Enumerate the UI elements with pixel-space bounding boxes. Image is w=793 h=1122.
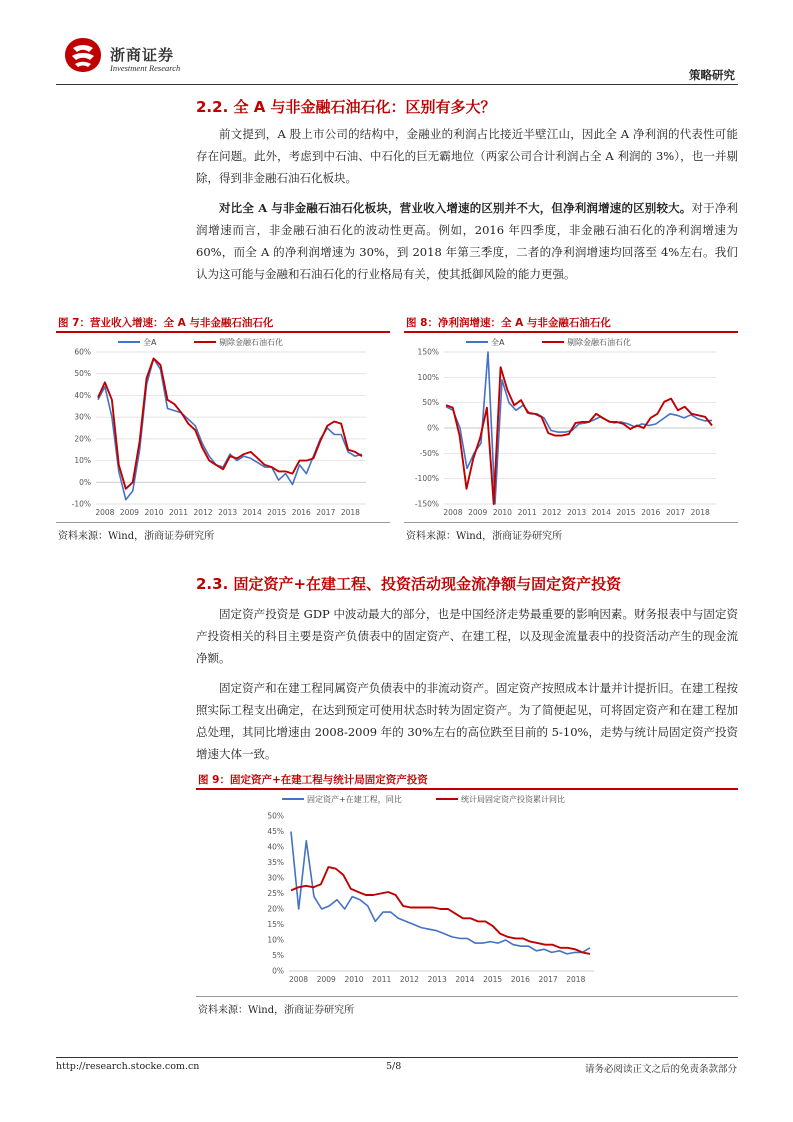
figure-8-rule — [404, 331, 738, 333]
figure-9-title: 图 9：固定资产+在建工程与统计局固定资产投资 — [198, 774, 428, 786]
x-tick-label: 2016 — [291, 508, 311, 517]
x-tick-label: 2008 — [95, 508, 115, 517]
y-tick-label: 30% — [267, 873, 284, 883]
x-tick-label: 2012 — [193, 508, 213, 517]
x-tick-label: 2009 — [316, 975, 336, 984]
y-tick-label: 15% — [267, 920, 284, 929]
x-tick-label: 2018 — [566, 975, 586, 984]
figure-8-source: 资料来源：Wind，浙商证券研究所 — [406, 531, 563, 542]
y-tick-label: 0% — [427, 423, 439, 433]
paragraph-text: 对于净利润增速而言，非金融石油石化的波动性更高。例如，2016 年四季度，非金融石油石化的净利润增速为 60%，而全 A 的净利润增速为 30%，到 2018 年第三季度，二者的净利润增速均回落至 4%左右。我们认为这可能与金融和石油石化的行业格局有关，使其抵御风险的能力更强。 — [196, 201, 738, 281]
header-rule — [56, 84, 738, 85]
x-tick-label: 2012 — [399, 975, 420, 984]
logo-icon — [63, 36, 103, 74]
x-tick-label: 2013 — [427, 975, 447, 984]
figure-7-rule — [56, 331, 390, 333]
figure-8-title: 图 8：净利润增速：全 A 与非金融石油石化 — [406, 317, 611, 329]
figure-7-bottom-rule — [56, 522, 390, 523]
x-tick-label: 2017 — [316, 508, 336, 517]
legend-label: 剔除金融石油石化 — [219, 338, 283, 347]
footer-url[interactable]: http://research.stocke.com.cn — [56, 1061, 200, 1072]
x-tick-label: 2014 — [242, 508, 262, 517]
y-tick-label: 50% — [267, 811, 284, 821]
x-tick-label: 2011 — [372, 975, 392, 984]
y-tick-label: 50% — [74, 369, 91, 379]
x-tick-label: 2008 — [443, 508, 463, 517]
figure-7-chart — [56, 334, 390, 522]
x-tick-label: 2015 — [616, 508, 636, 517]
y-tick-label: 100% — [417, 372, 439, 382]
header — [0, 0, 793, 90]
x-tick-label: 2008 — [288, 975, 309, 984]
y-tick-label: 150% — [417, 347, 439, 357]
y-tick-label: 40% — [267, 842, 284, 852]
figure-8-chart — [404, 334, 738, 522]
y-tick-label: 5% — [272, 951, 284, 960]
y-tick-label: 35% — [267, 858, 284, 867]
x-tick-label: 2009 — [119, 508, 140, 517]
paragraph — [196, 677, 738, 765]
paragraph-text: 固定资产投资是 GDP 中波动最大的部分，也是中国经济走势最重要的影响因素。财务报表中与固定资产投资相关的科目主要是资产负债表中的固定资产、在建工程，以及现金流量表中的投资活动产生的现金流净额。 — [196, 607, 738, 665]
y-tick-label: 45% — [267, 827, 284, 836]
y-tick-label: 0% — [272, 966, 284, 976]
x-tick-label: 2017 — [538, 975, 558, 984]
x-tick-label: 2010 — [144, 508, 164, 517]
paragraph — [196, 123, 738, 189]
x-tick-label: 2014 — [591, 508, 611, 517]
paragraph-text: 前文提到，A 股上市公司的结构中，金融业的利润占比接近半壁江山，因此全 A 净利润的代表性可能存在问题。此外，考虑到中石油、中石化的巨无霸地位（两家公司合计利润占全 A 利润的 3%），也一并剔除，得到非金融石油石化板块。 — [196, 127, 738, 185]
y-tick-label: -150% — [414, 499, 439, 509]
figure-9-source: 资料来源：Wind，浙商证券研究所 — [198, 1005, 355, 1016]
y-tick-label: -100% — [414, 474, 439, 484]
figure-7-source: 资料来源：Wind，浙商证券研究所 — [58, 531, 215, 542]
x-tick-label: 2009 — [468, 508, 488, 517]
x-tick-label: 2010 — [344, 975, 364, 984]
x-tick-label: 2015 — [267, 508, 287, 517]
figure-8-bottom-rule — [404, 522, 738, 523]
figure-9-chart — [196, 791, 596, 996]
y-tick-label: 30% — [74, 412, 91, 422]
y-tick-label: -10% — [71, 499, 91, 509]
y-tick-label: 50% — [422, 398, 439, 408]
brand-subtitle: Investment Research — [110, 63, 181, 73]
series-line — [98, 359, 362, 500]
y-tick-label: 20% — [267, 904, 284, 914]
section-heading-2-2: 2.2. 全 A 与非金融石油石化：区别有多大？ — [196, 98, 496, 116]
paragraph — [196, 197, 738, 285]
x-tick-label: 2017 — [665, 508, 686, 517]
legend-label: 全A — [143, 338, 157, 347]
x-tick-label: 2018 — [690, 508, 710, 517]
y-tick-label: 40% — [74, 390, 91, 400]
x-tick-label: 2012 — [542, 508, 562, 517]
legend-label: 固定资产+在建工程，同比 — [307, 795, 402, 804]
section-label: 策略研究 — [689, 68, 735, 82]
paragraph — [196, 603, 738, 669]
legend-label: 统计局固定资产投资累计同比 — [461, 795, 565, 804]
legend-label: 剔除金融石油石化 — [567, 338, 631, 347]
x-tick-label: 2011 — [168, 508, 189, 517]
x-tick-label: 2013 — [218, 508, 238, 517]
figure-9-rule — [196, 788, 738, 790]
paragraph-emphasis: 对比全 A 与非金融石油石化板块，营业收入增速的区别并不大，但净利润增速的区别较大。 — [219, 201, 692, 215]
legend-label: 全A — [491, 338, 505, 347]
footer-rule — [56, 1057, 738, 1058]
x-tick-label: 2014 — [455, 975, 475, 984]
x-tick-label: 2018 — [340, 508, 360, 517]
y-tick-label: 10% — [267, 935, 284, 945]
series-line — [291, 832, 590, 954]
x-tick-label: 2015 — [483, 975, 503, 984]
page-number: 5/8 — [386, 1061, 402, 1072]
x-tick-label: 2011 — [517, 508, 537, 517]
footer-disclaimer: 请务必阅读正文之后的免责条款部分 — [584, 1064, 737, 1075]
brand-name: 浙商证券 — [110, 46, 175, 64]
section-heading-2-3: 2.3. 固定资产+在建工程、投资活动现金流净额与固定资产投资 — [196, 575, 622, 593]
y-tick-label: 60% — [74, 347, 91, 357]
x-tick-label: 2016 — [641, 508, 661, 517]
x-tick-label: 2013 — [567, 508, 587, 517]
y-tick-label: -50% — [419, 448, 439, 458]
figure-7-title: 图 7：营业收入增速：全 A 与非金融石油石化 — [58, 317, 274, 329]
y-tick-label: 0% — [79, 477, 91, 487]
y-tick-label: 20% — [74, 434, 91, 444]
x-tick-label: 2016 — [510, 975, 530, 984]
figure-9-bottom-rule — [196, 996, 738, 997]
y-tick-label: 25% — [267, 889, 284, 898]
y-tick-label: 10% — [74, 456, 91, 466]
series-line — [98, 359, 362, 489]
paragraph-text: 固定资产和在建工程同属资产负债表中的非流动资产。固定资产按照成本计量并计提折旧。在建工程按照实际工程支出确定，在达到预定可使用状态时转为固定资产。为了简便起见，可将固定资产和在建工程加总处理，其同比增速由 2008-2009 年的 30%左右的高位跌至目前的 5-10%，走势与统计局固定资产投资增速大体一致。 — [196, 681, 738, 761]
x-tick-label: 2010 — [492, 508, 512, 517]
series-line — [291, 867, 590, 954]
